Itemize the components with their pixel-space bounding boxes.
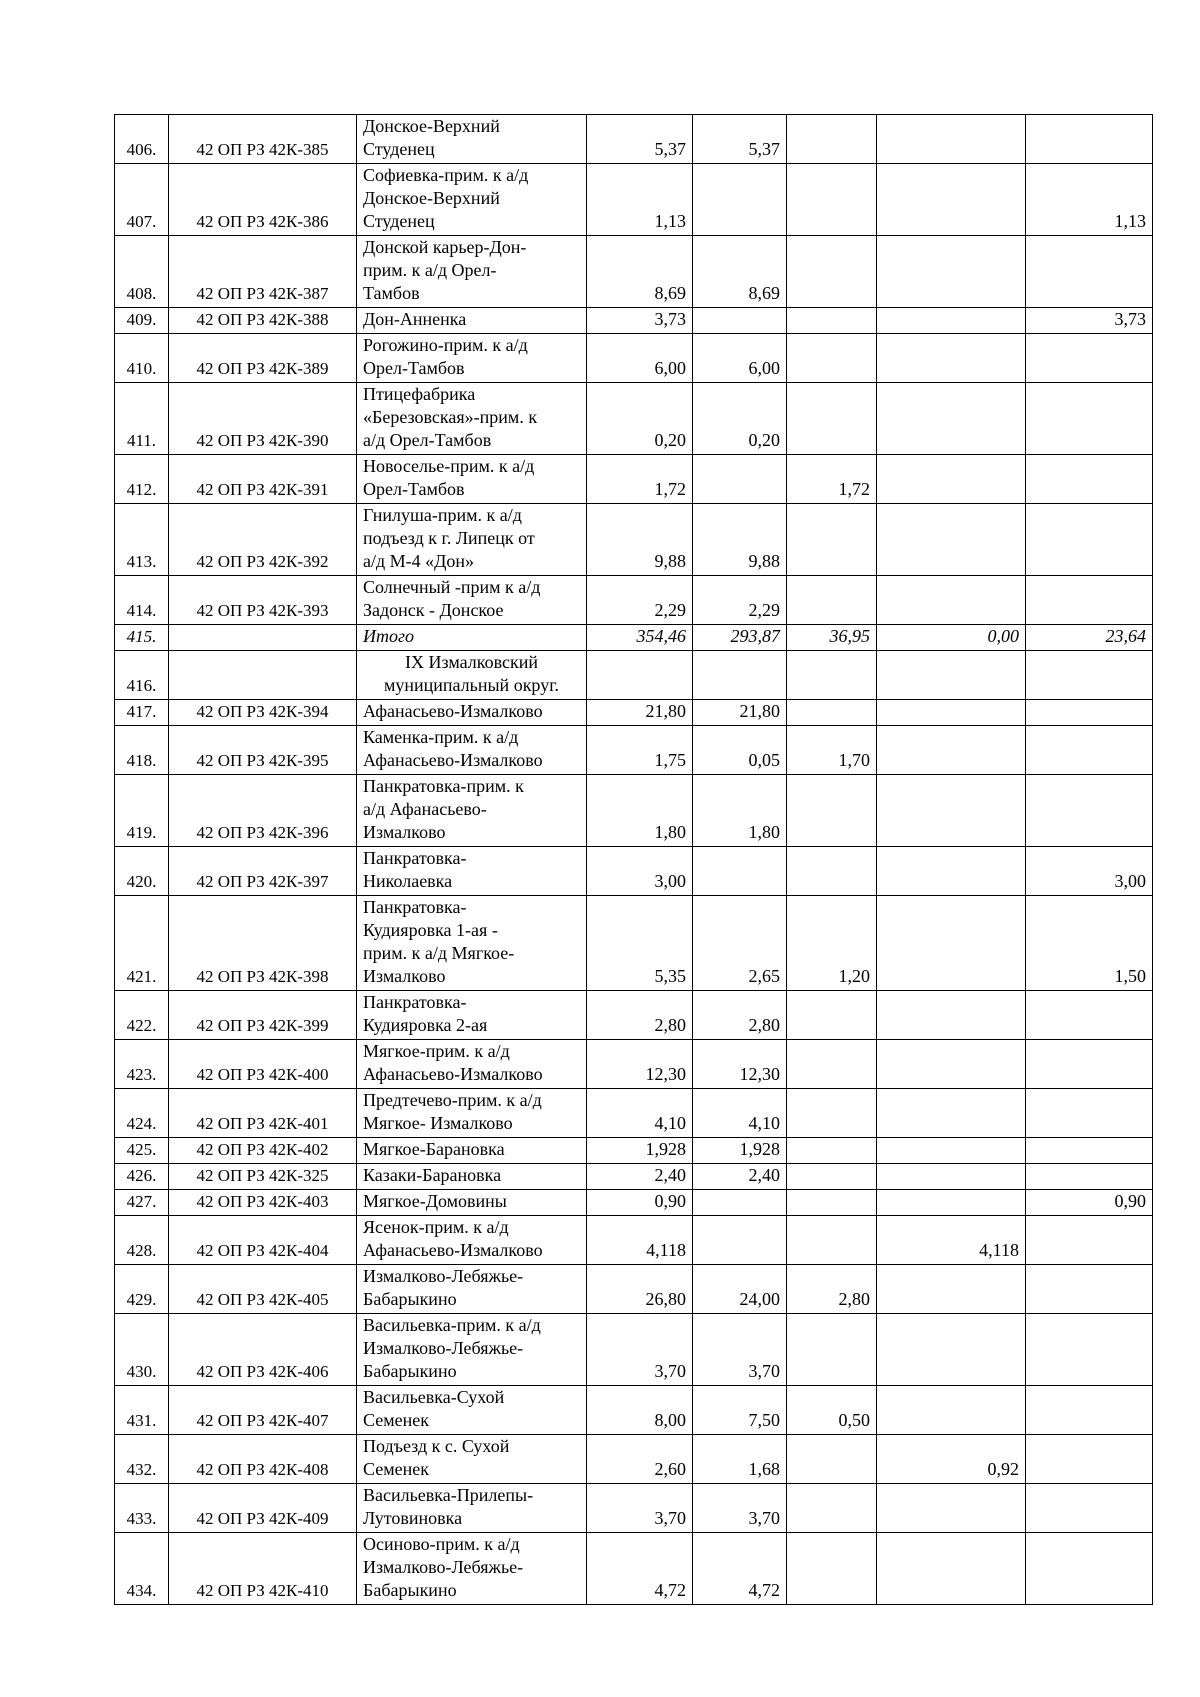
row-number: 422. xyxy=(115,991,169,1040)
length-col-2 xyxy=(787,1164,877,1190)
table-row xyxy=(115,1138,1153,1164)
length-col-1: 5,37 xyxy=(693,115,787,164)
length-total: 4,10 xyxy=(587,1089,693,1138)
road-name: Птицефабрика «Березовская»-прим. к а/д Орел-Тамбов xyxy=(357,383,587,455)
length-col-2: 2,80 xyxy=(787,1265,877,1314)
length-total: 4,118 xyxy=(587,1216,693,1265)
road-name: Новоселье-прим. к а/д Орел-Тамбов xyxy=(357,455,587,504)
length-col-3: 4,118 xyxy=(877,1216,1026,1265)
row-number: 416. xyxy=(115,651,169,700)
length-col-1 xyxy=(693,1216,787,1265)
length-col-2 xyxy=(787,991,877,1040)
row-number: 433. xyxy=(115,1484,169,1533)
road-name: Измалково-Лебяжье- Бабарыкино xyxy=(357,1265,587,1314)
road-name: Подъезд к с. Сухой Семенек xyxy=(357,1435,587,1484)
length-col-4 xyxy=(1026,1265,1153,1314)
length-col-1: 12,30 xyxy=(693,1040,787,1089)
row-number: 409. xyxy=(115,308,169,334)
length-col-1: 7,50 xyxy=(693,1386,787,1435)
road-code: 42 ОП РЗ 42К-391 xyxy=(169,455,357,504)
road-name: Мягкое-Барановка xyxy=(357,1138,587,1164)
road-code: 42 ОП РЗ 42К-405 xyxy=(169,1265,357,1314)
length-col-2 xyxy=(787,1089,877,1138)
length-col-4 xyxy=(1026,1089,1153,1138)
length-col-3 xyxy=(877,164,1026,236)
table-row xyxy=(115,991,1153,1040)
row-number: 407. xyxy=(115,164,169,236)
length-total: 3,00 xyxy=(587,847,693,896)
length-col-1: 2,65 xyxy=(693,896,787,991)
length-col-3 xyxy=(877,1089,1026,1138)
road-name: Предтечево-прим. к а/д Мягкое- Измалково xyxy=(357,1089,587,1138)
length-col-4 xyxy=(1026,775,1153,847)
length-col-4 xyxy=(1026,115,1153,164)
table-row xyxy=(115,896,1153,991)
length-col-3 xyxy=(877,504,1026,576)
length-col-1: 9,88 xyxy=(693,504,787,576)
road-name: Мягкое-Домовины xyxy=(357,1190,587,1216)
length-col-3 xyxy=(877,1386,1026,1435)
length-col-2 xyxy=(787,164,877,236)
row-number: 427. xyxy=(115,1190,169,1216)
length-col-4 xyxy=(1026,1164,1153,1190)
row-number: 421. xyxy=(115,896,169,991)
length-col-1: 1,928 xyxy=(693,1138,787,1164)
length-col-1: 4,10 xyxy=(693,1089,787,1138)
table-row xyxy=(115,1089,1153,1138)
row-number: 429. xyxy=(115,1265,169,1314)
length-col-2 xyxy=(787,775,877,847)
table-row xyxy=(115,334,1153,383)
road-name: Ясенок-прим. к а/д Афанасьево-Измалково xyxy=(357,1216,587,1265)
road-code: 42 ОП РЗ 42К-401 xyxy=(169,1089,357,1138)
road-name: Васильевка-Прилепы- Лутовиновка xyxy=(357,1484,587,1533)
length-col-4 xyxy=(1026,1484,1153,1533)
length-total: 0,20 xyxy=(587,383,693,455)
row-number: 414. xyxy=(115,576,169,625)
road-name: Осиново-прим. к а/д Измалково-Лебяжье- Бабарыкино xyxy=(357,1533,587,1605)
length-col-4 xyxy=(1026,651,1153,700)
road-code: 42 ОП РЗ 42К-395 xyxy=(169,726,357,775)
length-col-3 xyxy=(877,576,1026,625)
table-row xyxy=(115,164,1153,236)
road-code: 42 ОП РЗ 42К-398 xyxy=(169,896,357,991)
length-col-3 xyxy=(877,308,1026,334)
length-col-4: 23,64 xyxy=(1026,625,1153,651)
length-col-3 xyxy=(877,334,1026,383)
length-col-1: 2,29 xyxy=(693,576,787,625)
length-col-2 xyxy=(787,504,877,576)
road-name: Дон-Анненка xyxy=(357,308,587,334)
length-col-2 xyxy=(787,576,877,625)
table-row xyxy=(115,726,1153,775)
length-col-4 xyxy=(1026,504,1153,576)
length-col-3 xyxy=(877,1265,1026,1314)
row-number: 431. xyxy=(115,1386,169,1435)
road-code: 42 ОП РЗ 42К-408 xyxy=(169,1435,357,1484)
length-col-2 xyxy=(787,1484,877,1533)
table-row xyxy=(115,1314,1153,1386)
length-col-1 xyxy=(693,1190,787,1216)
table-row xyxy=(115,115,1153,164)
length-total: 2,40 xyxy=(587,1164,693,1190)
length-col-1: 24,00 xyxy=(693,1265,787,1314)
length-col-4 xyxy=(1026,1216,1153,1265)
length-col-3 xyxy=(877,383,1026,455)
length-col-2 xyxy=(787,115,877,164)
table-row xyxy=(115,1164,1153,1190)
length-col-1: 2,80 xyxy=(693,991,787,1040)
road-code: 42 ОП РЗ 42К-325 xyxy=(169,1164,357,1190)
length-col-4 xyxy=(1026,236,1153,308)
row-number: 432. xyxy=(115,1435,169,1484)
road-name: Каменка-прим. к а/д Афанасьево-Измалково xyxy=(357,726,587,775)
length-total: 3,70 xyxy=(587,1484,693,1533)
length-col-4: 3,73 xyxy=(1026,308,1153,334)
length-col-2 xyxy=(787,383,877,455)
length-col-2: 36,95 xyxy=(787,625,877,651)
road-code: 42 ОП РЗ 42К-385 xyxy=(169,115,357,164)
length-total: 26,80 xyxy=(587,1265,693,1314)
length-col-2: 0,50 xyxy=(787,1386,877,1435)
length-col-3: 0,00 xyxy=(877,625,1026,651)
length-col-3 xyxy=(877,455,1026,504)
road-code: 42 ОП РЗ 42К-409 xyxy=(169,1484,357,1533)
length-col-2: 1,70 xyxy=(787,726,877,775)
length-col-4 xyxy=(1026,334,1153,383)
length-total: 4,72 xyxy=(587,1533,693,1605)
road-name: Донское-Верхний Студенец xyxy=(357,115,587,164)
row-number: 434. xyxy=(115,1533,169,1605)
table-row xyxy=(115,455,1153,504)
row-number: 424. xyxy=(115,1089,169,1138)
length-total: 3,70 xyxy=(587,1314,693,1386)
length-col-1 xyxy=(693,164,787,236)
length-total: 1,75 xyxy=(587,726,693,775)
road-name: Гнилуша-прим. к а/д подъезд к г. Липецк от а/д М-4 «Дон» xyxy=(357,504,587,576)
length-col-4: 0,90 xyxy=(1026,1190,1153,1216)
length-col-3 xyxy=(877,115,1026,164)
length-col-4 xyxy=(1026,455,1153,504)
length-col-3 xyxy=(877,1484,1026,1533)
road-name: Софиевка-прим. к а/д Донское-Верхний Студенец xyxy=(357,164,587,236)
row-number: 412. xyxy=(115,455,169,504)
length-col-2 xyxy=(787,1216,877,1265)
road-code: 42 ОП РЗ 42К-390 xyxy=(169,383,357,455)
roads-table xyxy=(114,114,1153,1605)
road-code: 42 ОП РЗ 42К-386 xyxy=(169,164,357,236)
length-col-3 xyxy=(877,1164,1026,1190)
length-col-2 xyxy=(787,651,877,700)
length-col-4 xyxy=(1026,576,1153,625)
table-row xyxy=(115,1040,1153,1089)
table-row xyxy=(115,308,1153,334)
length-col-3 xyxy=(877,1138,1026,1164)
length-total: 5,35 xyxy=(587,896,693,991)
length-col-2 xyxy=(787,1435,877,1484)
length-col-3 xyxy=(877,236,1026,308)
row-number: 430. xyxy=(115,1314,169,1386)
table-row xyxy=(115,1484,1153,1533)
road-name: IX Измалковский муниципальный округ. xyxy=(357,651,587,700)
length-col-2 xyxy=(787,236,877,308)
table-row xyxy=(115,1190,1153,1216)
road-code: 42 ОП РЗ 42К-396 xyxy=(169,775,357,847)
length-col-3: 0,92 xyxy=(877,1435,1026,1484)
length-col-2 xyxy=(787,700,877,726)
length-col-4: 1,13 xyxy=(1026,164,1153,236)
road-name: Панкратовка- Кудияровка 2-ая xyxy=(357,991,587,1040)
length-col-2 xyxy=(787,1138,877,1164)
road-code: 42 ОП РЗ 42К-402 xyxy=(169,1138,357,1164)
length-col-1: 1,80 xyxy=(693,775,787,847)
length-total: 3,73 xyxy=(587,308,693,334)
length-total: 2,80 xyxy=(587,991,693,1040)
row-number: 425. xyxy=(115,1138,169,1164)
length-total: 1,80 xyxy=(587,775,693,847)
length-total: 5,37 xyxy=(587,115,693,164)
length-col-1 xyxy=(693,847,787,896)
length-col-1: 0,20 xyxy=(693,383,787,455)
length-col-1: 4,72 xyxy=(693,1533,787,1605)
length-col-1: 8,69 xyxy=(693,236,787,308)
road-name: Панкратовка- Николаевка xyxy=(357,847,587,896)
road-code: 42 ОП РЗ 42К-397 xyxy=(169,847,357,896)
road-name: Панкратовка-прим. к а/д Афанасьево- Измалково xyxy=(357,775,587,847)
length-total: 8,69 xyxy=(587,236,693,308)
road-name: Афанасьево-Измалково xyxy=(357,700,587,726)
length-total: 2,29 xyxy=(587,576,693,625)
row-number: 413. xyxy=(115,504,169,576)
length-col-2: 1,72 xyxy=(787,455,877,504)
road-code: 42 ОП РЗ 42К-400 xyxy=(169,1040,357,1089)
table-row xyxy=(115,576,1153,625)
length-col-1: 3,70 xyxy=(693,1314,787,1386)
row-number: 418. xyxy=(115,726,169,775)
table-row xyxy=(115,847,1153,896)
length-col-2 xyxy=(787,334,877,383)
length-col-1: 0,05 xyxy=(693,726,787,775)
length-col-1: 6,00 xyxy=(693,334,787,383)
length-col-2 xyxy=(787,847,877,896)
table-row xyxy=(115,1265,1153,1314)
length-col-3 xyxy=(877,775,1026,847)
length-col-4 xyxy=(1026,383,1153,455)
road-code: 42 ОП РЗ 42К-393 xyxy=(169,576,357,625)
length-col-1: 2,40 xyxy=(693,1164,787,1190)
road-name: Васильевка-Сухой Семенек xyxy=(357,1386,587,1435)
length-total xyxy=(587,651,693,700)
length-total: 21,80 xyxy=(587,700,693,726)
table-row xyxy=(115,504,1153,576)
length-total: 6,00 xyxy=(587,334,693,383)
table-row xyxy=(115,700,1153,726)
length-col-3 xyxy=(877,847,1026,896)
road-code xyxy=(169,625,357,651)
row-number: 415. xyxy=(115,625,169,651)
length-col-2 xyxy=(787,1314,877,1386)
table-row xyxy=(115,625,1153,651)
road-name: Солнечный -прим к а/д Задонск - Донское xyxy=(357,576,587,625)
table-row xyxy=(115,236,1153,308)
length-col-3 xyxy=(877,1533,1026,1605)
length-col-4 xyxy=(1026,1138,1153,1164)
table-row xyxy=(115,1533,1153,1605)
road-code: 42 ОП РЗ 42К-404 xyxy=(169,1216,357,1265)
road-code: 42 ОП РЗ 42К-392 xyxy=(169,504,357,576)
road-name: Рогожино-прим. к а/д Орел-Тамбов xyxy=(357,334,587,383)
length-col-4 xyxy=(1026,1314,1153,1386)
length-col-1 xyxy=(693,651,787,700)
length-col-1: 293,87 xyxy=(693,625,787,651)
length-col-1: 1,68 xyxy=(693,1435,787,1484)
length-total: 1,72 xyxy=(587,455,693,504)
length-total: 1,13 xyxy=(587,164,693,236)
length-col-3 xyxy=(877,700,1026,726)
length-col-4 xyxy=(1026,726,1153,775)
road-code: 42 ОП РЗ 42К-388 xyxy=(169,308,357,334)
road-name: Панкратовка- Кудияровка 1-ая - прим. к а/д Мягкое- Измалково xyxy=(357,896,587,991)
road-code: 42 ОП РЗ 42К-403 xyxy=(169,1190,357,1216)
length-col-4 xyxy=(1026,1040,1153,1089)
length-col-1 xyxy=(693,308,787,334)
road-name: Донской карьер-Дон- прим. к а/д Орел- Тамбов xyxy=(357,236,587,308)
length-col-4 xyxy=(1026,991,1153,1040)
length-col-2 xyxy=(787,308,877,334)
length-col-2 xyxy=(787,1040,877,1089)
table-body xyxy=(115,115,1153,1605)
length-col-3 xyxy=(877,1040,1026,1089)
length-col-2 xyxy=(787,1190,877,1216)
road-code: 42 ОП РЗ 42К-407 xyxy=(169,1386,357,1435)
length-col-4 xyxy=(1026,1435,1153,1484)
length-col-2: 1,20 xyxy=(787,896,877,991)
road-code xyxy=(169,651,357,700)
length-col-3 xyxy=(877,991,1026,1040)
road-code: 42 ОП РЗ 42К-389 xyxy=(169,334,357,383)
table-row xyxy=(115,1216,1153,1265)
table-row xyxy=(115,775,1153,847)
length-col-3 xyxy=(877,1190,1026,1216)
row-number: 408. xyxy=(115,236,169,308)
length-col-4 xyxy=(1026,700,1153,726)
length-col-1: 21,80 xyxy=(693,700,787,726)
length-col-4 xyxy=(1026,1386,1153,1435)
length-col-3 xyxy=(877,1314,1026,1386)
length-col-1: 3,70 xyxy=(693,1484,787,1533)
road-name: Итого xyxy=(357,625,587,651)
length-col-4: 3,00 xyxy=(1026,847,1153,896)
length-col-2 xyxy=(787,1533,877,1605)
road-name: Мягкое-прим. к а/д Афанасьево-Измалково xyxy=(357,1040,587,1089)
table-row xyxy=(115,1386,1153,1435)
length-col-3 xyxy=(877,651,1026,700)
road-code: 42 ОП РЗ 42К-406 xyxy=(169,1314,357,1386)
road-code: 42 ОП РЗ 42К-394 xyxy=(169,700,357,726)
length-total: 1,928 xyxy=(587,1138,693,1164)
table-row xyxy=(115,651,1153,700)
length-col-3 xyxy=(877,726,1026,775)
length-total: 0,90 xyxy=(587,1190,693,1216)
length-col-4: 1,50 xyxy=(1026,896,1153,991)
row-number: 417. xyxy=(115,700,169,726)
length-total: 12,30 xyxy=(587,1040,693,1089)
length-col-4 xyxy=(1026,1533,1153,1605)
length-total: 354,46 xyxy=(587,625,693,651)
row-number: 420. xyxy=(115,847,169,896)
row-number: 428. xyxy=(115,1216,169,1265)
row-number: 411. xyxy=(115,383,169,455)
row-number: 410. xyxy=(115,334,169,383)
table-row xyxy=(115,1435,1153,1484)
length-total: 9,88 xyxy=(587,504,693,576)
row-number: 426. xyxy=(115,1164,169,1190)
table-row xyxy=(115,383,1153,455)
row-number: 419. xyxy=(115,775,169,847)
length-col-1 xyxy=(693,455,787,504)
road-name: Казаки-Барановка xyxy=(357,1164,587,1190)
row-number: 406. xyxy=(115,115,169,164)
road-code: 42 ОП РЗ 42К-387 xyxy=(169,236,357,308)
length-col-3 xyxy=(877,896,1026,991)
road-code: 42 ОП РЗ 42К-410 xyxy=(169,1533,357,1605)
length-total: 2,60 xyxy=(587,1435,693,1484)
row-number: 423. xyxy=(115,1040,169,1089)
length-total: 8,00 xyxy=(587,1386,693,1435)
road-name: Васильевка-прим. к а/д Измалково-Лебяжье- Бабарыкино xyxy=(357,1314,587,1386)
road-code: 42 ОП РЗ 42К-399 xyxy=(169,991,357,1040)
